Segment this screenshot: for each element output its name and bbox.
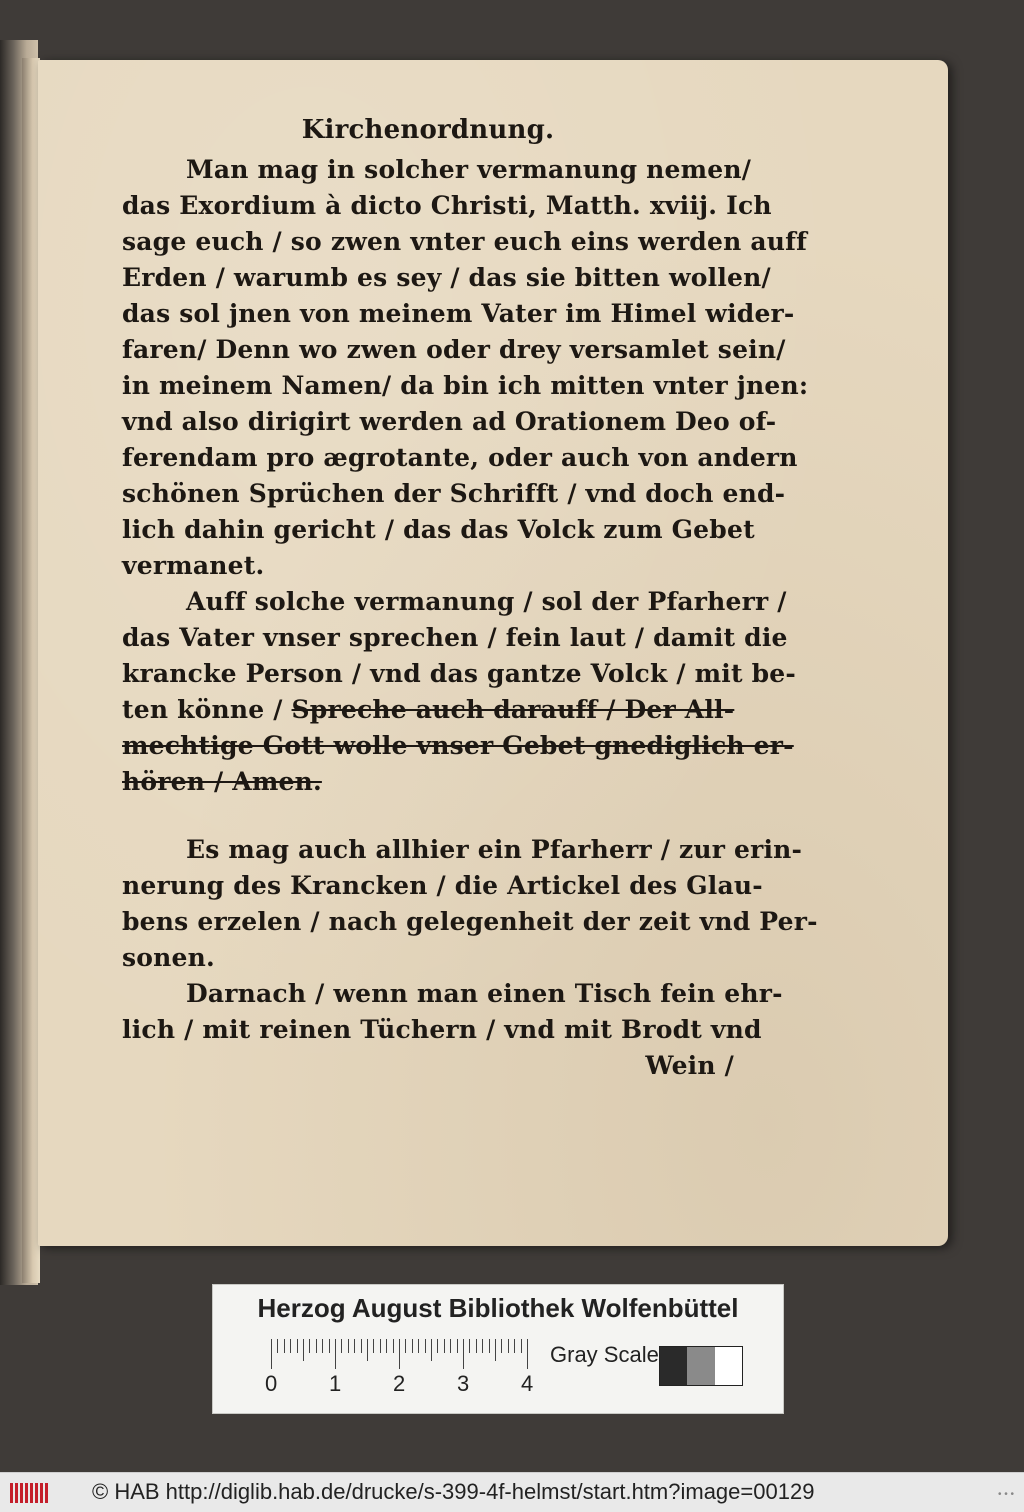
ruler-tick bbox=[322, 1339, 323, 1353]
gray-swatch bbox=[660, 1347, 687, 1385]
page-text-block bbox=[122, 112, 818, 1084]
text-line: Es mag auch allhier ein Pfarherr / zur erin- bbox=[186, 835, 803, 864]
ruler-tick bbox=[476, 1339, 477, 1353]
ruler-tick bbox=[277, 1339, 278, 1353]
struck-text-line: hören / Amen. bbox=[122, 767, 322, 796]
ruler-tick bbox=[380, 1339, 381, 1353]
gray-scale-swatches bbox=[659, 1346, 743, 1386]
hab-logo-icon bbox=[10, 1483, 48, 1503]
struck-text: Spreche auch darauff / Der All- bbox=[291, 695, 735, 724]
more-icon: • • • bbox=[997, 1489, 1014, 1500]
text-line: vnd also dirigirt werden ad Orationem Deo of- bbox=[122, 407, 777, 436]
ruler-tick bbox=[399, 1339, 400, 1369]
text-line: krancke Person / vnd das gantze Volck / mit be- bbox=[122, 659, 796, 688]
footer-credit-link[interactable]: © HAB http://diglib.hab.de/drucke/s-399-4f-helmst/start.htm?image=00129 bbox=[92, 1479, 815, 1504]
text-line: das sol jnen von meinem Vater im Himel wider- bbox=[122, 299, 795, 328]
ruler-tick bbox=[431, 1339, 432, 1361]
ruler-tick bbox=[290, 1339, 291, 1353]
ruler-number: 3 bbox=[457, 1371, 470, 1396]
ruler-tick bbox=[489, 1339, 490, 1353]
text-line: Darnach / wenn man einen Tisch fein ehr- bbox=[186, 979, 783, 1008]
text-line: Auff solche vermanung / sol der Pfarherr / bbox=[186, 587, 787, 616]
ruler-tick bbox=[329, 1339, 330, 1353]
paragraph-gap bbox=[122, 800, 734, 832]
ruler-tick bbox=[521, 1339, 522, 1353]
ruler-number: 0 bbox=[265, 1371, 278, 1396]
ruler-tick bbox=[284, 1339, 285, 1353]
ruler-tick bbox=[425, 1339, 426, 1353]
ruler-tick bbox=[354, 1339, 355, 1353]
text-line: das Exordium à dicto Christi, Matth. xviij. Ich bbox=[122, 191, 772, 220]
library-name: Herzog August Bibliothek Wolfenbüttel bbox=[257, 1293, 739, 1323]
text-segment: ten könne / bbox=[122, 695, 283, 724]
ruler-tick bbox=[437, 1339, 438, 1353]
ruler-number: 4 bbox=[521, 1371, 534, 1396]
ruler-tick bbox=[450, 1339, 451, 1353]
gray-swatch bbox=[715, 1347, 742, 1385]
ruler-tick bbox=[335, 1339, 336, 1369]
text-line: nerung des Krancken / die Artickel des Glau- bbox=[122, 871, 763, 900]
ruler-tick bbox=[444, 1339, 445, 1353]
ruler-tick bbox=[527, 1339, 528, 1369]
text-line: sonen. bbox=[122, 943, 215, 972]
footer-bar bbox=[0, 1472, 1024, 1512]
ruler-numbers bbox=[263, 1371, 563, 1395]
text-line: lich dahin gericht / das das Volck zum Gebet bbox=[122, 515, 755, 544]
ruler-tick bbox=[348, 1339, 349, 1353]
ruler-tick bbox=[418, 1339, 419, 1353]
ruler-tick bbox=[457, 1339, 458, 1353]
text-line: Man mag in solcher vermanung nemen/ bbox=[186, 155, 752, 184]
text-line: faren/ Denn wo zwen oder drey versamlet sein/ bbox=[122, 335, 786, 364]
ruler-tick bbox=[405, 1339, 406, 1353]
ruler-tick bbox=[514, 1339, 515, 1353]
text-line: bens erzelen / nach gelegenheit der zeit vnd Per- bbox=[122, 907, 818, 936]
ruler-tick bbox=[297, 1339, 298, 1353]
page-heading: Kirchenordnung. bbox=[301, 115, 555, 145]
ruler-tick bbox=[316, 1339, 317, 1353]
ruler-tick bbox=[508, 1339, 509, 1353]
ruler-tick bbox=[393, 1339, 394, 1353]
text-line: vermanet. bbox=[122, 551, 265, 580]
catchword: Wein / bbox=[645, 1051, 734, 1080]
gray-swatch bbox=[687, 1347, 714, 1385]
text-line: das Vater vnser sprechen / fein laut / damit die bbox=[122, 623, 788, 652]
ruler-number: 2 bbox=[393, 1371, 406, 1396]
text-line: ferendam pro ægrotante, oder auch von andern bbox=[122, 443, 798, 472]
text-line: Erden / warumb es sey / das sie bitten wollen/ bbox=[122, 263, 771, 292]
text-line: lich / mit reinen Tüchern / vnd mit Brodt vnd bbox=[122, 1015, 762, 1044]
ruler-tick bbox=[386, 1339, 387, 1353]
text-line: sage euch / so zwen vnter euch eins werden auff bbox=[122, 227, 808, 256]
ruler-tick bbox=[463, 1339, 464, 1369]
struck-text-line: mechtige Gott wolle vnser Gebet gnediglich er- bbox=[122, 731, 794, 760]
ruler-tick bbox=[495, 1339, 496, 1361]
color-reference-card bbox=[212, 1284, 784, 1414]
gray-scale-label: Gray Scale bbox=[550, 1342, 659, 1367]
ruler-tick bbox=[341, 1339, 342, 1353]
ruler-tick bbox=[271, 1339, 272, 1369]
scale-ruler bbox=[271, 1339, 551, 1373]
text-line: schönen Sprüchen der Schrifft / vnd doch end- bbox=[122, 479, 786, 508]
ruler-tick bbox=[501, 1339, 502, 1353]
ruler-tick bbox=[303, 1339, 304, 1361]
ruler-tick bbox=[373, 1339, 374, 1353]
ruler-number: 1 bbox=[329, 1371, 342, 1396]
text-line bbox=[122, 692, 734, 728]
ruler-tick bbox=[482, 1339, 483, 1353]
text-line: in meinem Namen/ da bin ich mitten vnter jnen: bbox=[122, 371, 809, 400]
ruler-tick bbox=[412, 1339, 413, 1353]
ruler-tick bbox=[361, 1339, 362, 1353]
ruler-tick bbox=[309, 1339, 310, 1353]
ruler-tick bbox=[469, 1339, 470, 1353]
ruler-tick bbox=[367, 1339, 368, 1361]
